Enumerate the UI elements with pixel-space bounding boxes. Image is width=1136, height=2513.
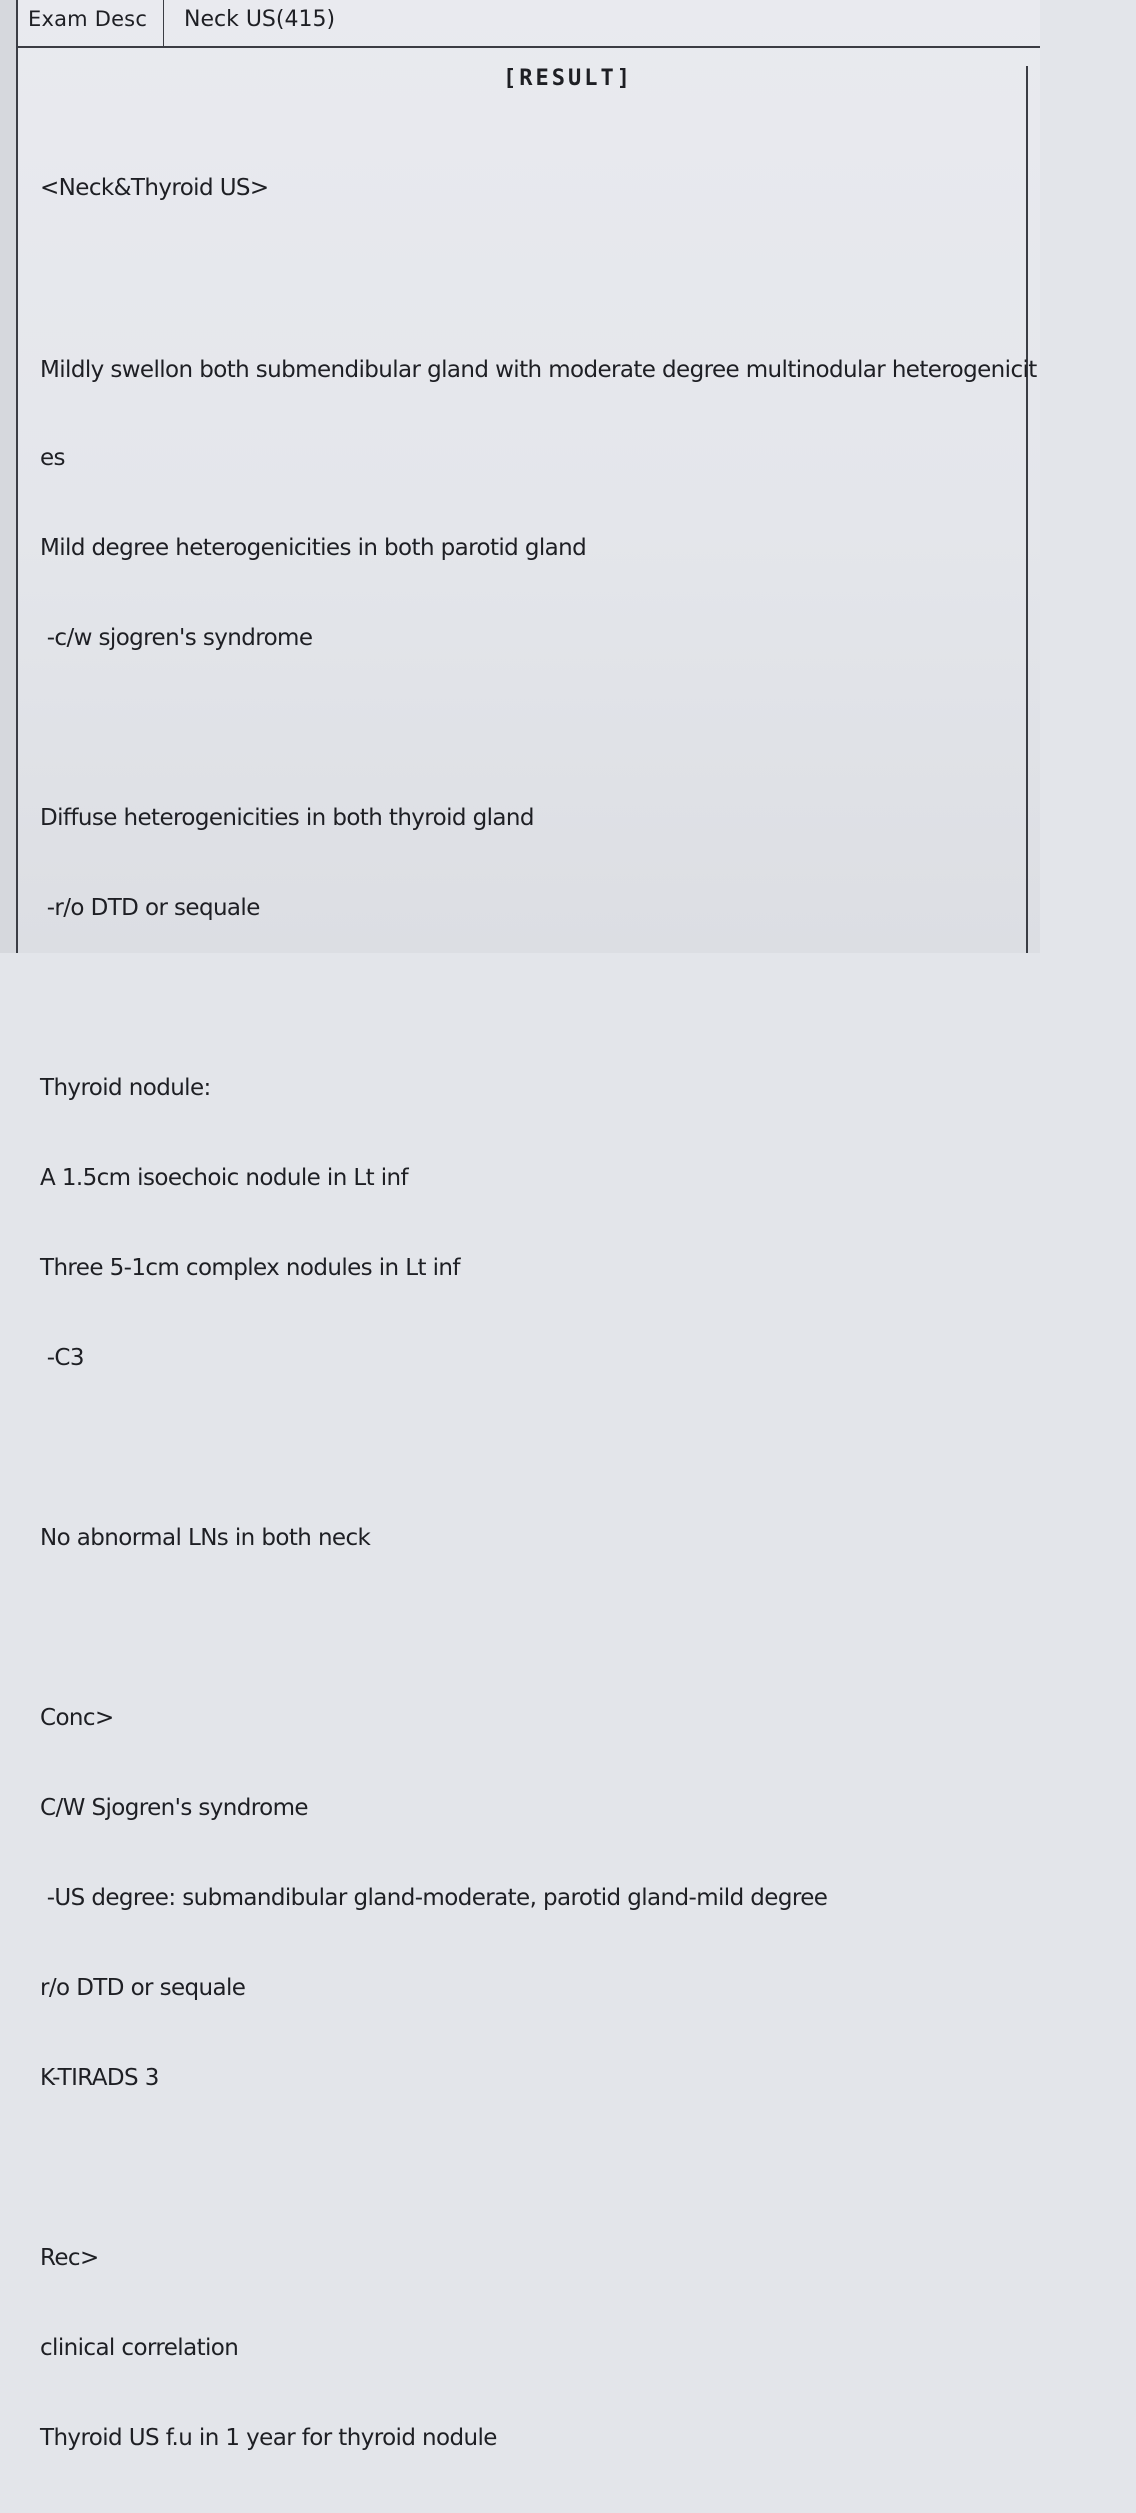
recommendation-heading: Rec>: [40, 2245, 99, 2271]
finding-line: -C3: [40, 1345, 84, 1371]
exam-desc-value[interactable]: Neck US(415): [184, 7, 336, 32]
conclusion-line: r/o DTD or sequale: [40, 1975, 246, 2001]
finding-line: Diffuse heterogenicities in both thyroid gland: [40, 805, 534, 831]
report-body[interactable]: [40, 113, 1038, 2513]
finding-line: Mildly swellon both submendibular gland with moderate degree multinodular heterogenicit: [40, 357, 1037, 383]
conclusion-line: C/W Sjogren's syndrome: [40, 1795, 308, 1821]
recommendation-line: clinical correlation: [40, 2335, 239, 2361]
blank-line: [40, 983, 1038, 1013]
finding-line: Mild degree heterogenicities in both parotid gland: [40, 535, 587, 561]
blank-line: [40, 1613, 1038, 1643]
conclusion-line: K-TIRADS 3: [40, 2065, 159, 2091]
blank-line: [40, 1433, 1038, 1463]
finding-line: -c/w sjogren's syndrome: [40, 625, 313, 651]
finding-line: es: [40, 445, 65, 471]
report-heading: <Neck&Thyroid US>: [40, 175, 269, 201]
finding-line: No abnormal LNs in both neck: [40, 1525, 371, 1551]
conclusion-line: -US degree: submandibular gland-moderate, parotid gland-mild degree: [40, 1885, 828, 1911]
left-margin: [0, 0, 18, 953]
exam-desc-label: Exam Desc: [16, 0, 164, 46]
conclusion-heading: Conc>: [40, 1705, 114, 1731]
blank-line: [40, 2153, 1038, 2183]
finding-line: A 1.5cm isoechoic nodule in Lt inf: [40, 1165, 408, 1191]
finding-line: Thyroid nodule:: [40, 1075, 211, 1101]
blank-line: [40, 263, 1038, 293]
blank-line: [40, 713, 1038, 743]
result-title: [RESULT]: [503, 66, 633, 91]
exam-desc-header: [16, 0, 1040, 48]
recommendation-line: Thyroid US f.u in 1 year for thyroid nodule: [40, 2425, 497, 2451]
finding-line: Three 5-1cm complex nodules in Lt inf: [40, 1255, 460, 1281]
finding-line: -r/o DTD or sequale: [40, 895, 260, 921]
